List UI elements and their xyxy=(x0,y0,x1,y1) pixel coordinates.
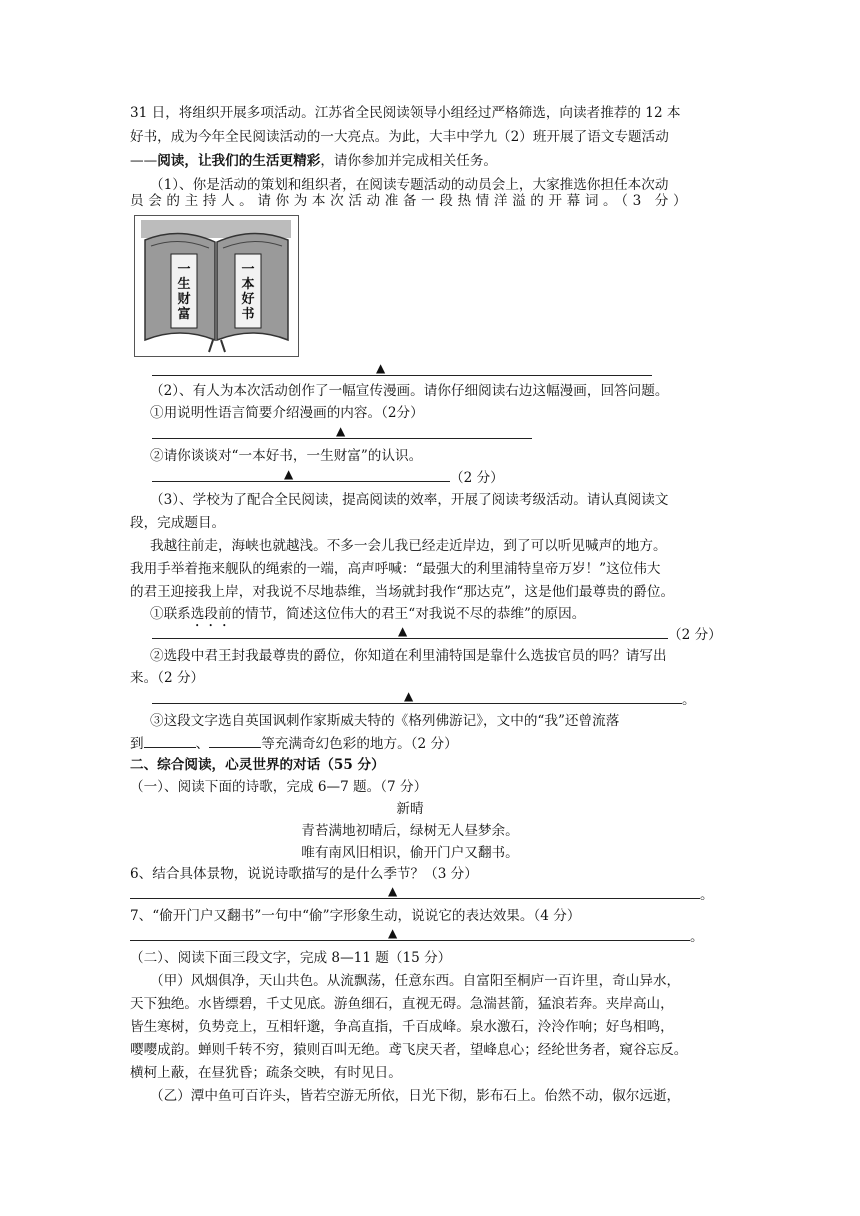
answer-marker-icon: ▲ xyxy=(376,361,386,375)
intro-line-2: 好书，成为今年全民阅读活动的一大亮点。为此，大丰中学九（2）班开展了语文专题活动 xyxy=(130,129,669,145)
q2-sub1-answer-line[interactable] xyxy=(152,424,532,445)
q3-sub1-emphasis: 选段前 xyxy=(190,606,232,622)
q3-sub3-prompt-line-2 xyxy=(130,733,458,754)
q2-sub2-score: （2 分） xyxy=(450,470,504,486)
part-2-intro: （二）、阅读下面三段文字，完成 8—11 题（15 分） xyxy=(130,950,452,966)
answer-rule xyxy=(152,424,532,439)
open-book-illustration xyxy=(135,216,298,356)
answer-rule xyxy=(130,884,700,899)
cartoon-left-text: 一生财富 xyxy=(177,262,191,322)
q3-passage-line-1: 我越往前走，海峡也就越浅。不多一会儿我已经走近岸边，到了可以听见喊声的地方。 xyxy=(150,538,667,554)
answer-rule xyxy=(152,624,668,639)
q3-passage-line-3: 的君王迎接我上岸，对我说不尽地恭维，当场就封我作“那达克”，这是他们最尊贵的爵位。 xyxy=(130,584,675,600)
q3-sub3-separator: 、 xyxy=(195,736,210,752)
q3-sub1-answer-line[interactable] xyxy=(152,624,722,645)
q3-sub1-pre: ①联系 xyxy=(150,606,191,622)
reading-promotion-cartoon xyxy=(134,215,299,357)
q2-sub1-prompt: ①用说明性语言简要介绍漫画的内容。（2分） xyxy=(150,405,424,421)
answer-rule xyxy=(152,361,652,376)
q3-sub3-post: 等充满奇幻色彩的地方。（2 分） xyxy=(261,736,458,752)
part-1-intro: （一）、阅读下面的诗歌，完成 6—7 题。（7 分） xyxy=(130,779,428,795)
question-6-prompt: 6、结合具体景物，说说诗歌描写的是什么季节？（3 分） xyxy=(130,866,478,882)
answer-marker-icon: ▲ xyxy=(398,624,408,638)
q3-sub3-prompt-line-1: ③这段文字选自英国讽刺作家斯威夫特的《格列佛游记》，文中的“我”还曾流落 xyxy=(150,713,620,729)
answer-marker-icon: ▲ xyxy=(388,926,398,940)
fill-in-blank-2[interactable] xyxy=(209,733,261,748)
q3-prompt-line-2: 段，完成题目。 xyxy=(130,515,226,531)
q3-sub2-answer-line[interactable] xyxy=(152,689,696,710)
reader-leg-left xyxy=(209,340,213,352)
answer-marker-icon: ▲ xyxy=(404,689,414,703)
answer-marker-icon: ▲ xyxy=(388,884,398,898)
answer-marker-icon: ▲ xyxy=(284,467,294,481)
answer-rule xyxy=(152,467,450,482)
question-7-end: 。 xyxy=(690,929,704,945)
intro-line-3 xyxy=(130,151,497,171)
poem-line-2: 唯有南风旧相识，偷开门户又翻书。 xyxy=(301,845,519,861)
question-6-answer-line[interactable] xyxy=(130,884,714,905)
passage-yi-line-1: （乙）潭中鱼可百许头，皆若空游无所依，日光下彻，影布石上。佁然不动，俶尔远逝， xyxy=(150,1088,681,1104)
q3-prompt-line-1: （3）、学校为了配合全民阅读，提高阅读的效率，开展了阅读考级活动。请认真阅读文 xyxy=(150,492,669,508)
answer-marker-icon: ▲ xyxy=(336,424,346,438)
section-2-title: 二、综合阅读，心灵世界的对话（55 分） xyxy=(130,757,385,773)
question-6-end: 。 xyxy=(700,887,714,903)
question-7-prompt: 7、“偷开门户又翻书”一句中“偷”字形象生动，说说它的表达效果。（4 分） xyxy=(130,908,581,924)
q3-sub3-pre: 到 xyxy=(130,736,144,752)
q3-sub1-score: （2 分） xyxy=(668,627,722,643)
answer-rule xyxy=(130,926,690,941)
intro-dash: —— xyxy=(130,153,158,169)
q2-sub2-prompt: ②请你谈谈对“一本好书，一生财富”的认识。 xyxy=(150,448,423,464)
q2-sub2-answer-line[interactable] xyxy=(152,467,504,488)
intro-line-3-suffix: ，请你参加并完成相关任务。 xyxy=(320,153,498,169)
reader-leg-right xyxy=(221,340,225,352)
q3-passage-line-2: 我用手举着拖来舰队的绳索的一端，高声呼喊：“最强大的利里浦特皇帝万岁！”这位伟大 xyxy=(130,561,661,577)
fill-in-blank-1[interactable] xyxy=(144,733,196,748)
q3-sub2-prompt-line-2: 来。（2 分） xyxy=(130,670,205,686)
question-7-answer-line[interactable] xyxy=(130,926,704,947)
q3-sub2-prompt-line-1: ②选段中君王封我最尊贵的爵位，你知道在利里浦特国是靠什么选拔官员的吗？请写出 xyxy=(150,648,667,664)
passage-jia-line-4: 嘤嘤成韵。蝉则千转不穷，猿则百叫无绝。鸢飞戾天者，望峰息心；经纶世务者，窥谷忘反。 xyxy=(130,1042,688,1058)
q1-prompt-line-2: 员会的主持人。请你为本次活动准备一段热情洋溢的开幕词。（3 分） xyxy=(130,193,692,209)
activity-theme: 阅读，让我们的生活更精彩 xyxy=(157,153,321,169)
q2-prompt: （2）、有人为本次活动创作了一幅宣传漫画。请你仔细阅读右边这幅漫画，回答问题。 xyxy=(150,383,669,399)
q3-sub2-end: 。 xyxy=(682,692,696,708)
q1-answer-line[interactable] xyxy=(152,361,652,382)
passage-jia-line-2: 天下独绝。水皆缥碧，千丈见底。游鱼细石，直视无碍。急湍甚箭，猛浪若奔。夹岸高山， xyxy=(130,996,674,1012)
intro-line-1: 31 日，将组织开展多项活动。江苏省全民阅读领导小组经过严格筛选，向读者推荐的 12 本 xyxy=(130,105,681,121)
passage-jia-line-1: （甲）风烟俱净，天山共色。从流飘荡，任意东西。自富阳至桐庐一百许里，奇山异水， xyxy=(150,973,681,989)
cartoon-right-text: 一本好书 xyxy=(241,262,255,322)
poem-line-1: 青苔满地初晴后，绿树无人昼梦余。 xyxy=(301,823,519,839)
answer-rule xyxy=(152,689,682,704)
q3-sub1-post: 的情节，简述这位伟大的君王“对我说不尽的恭维”的原因。 xyxy=(231,606,586,622)
q1-prompt-line-1: （1）、你是活动的策划和组织者，在阅读专题活动的动员会上，大家推选你担任本次动 xyxy=(150,177,669,193)
passage-jia-line-3: 皆生寒树，负势竞上，互相轩邈，争高直指，千百成峰。泉水激石，泠泠作响；好鸟相鸣， xyxy=(130,1019,674,1035)
passage-jia-line-5: 横柯上蔽，在昼犹昏；疏条交映，有时见日。 xyxy=(130,1065,402,1081)
poem-title: 新晴 xyxy=(396,801,424,817)
